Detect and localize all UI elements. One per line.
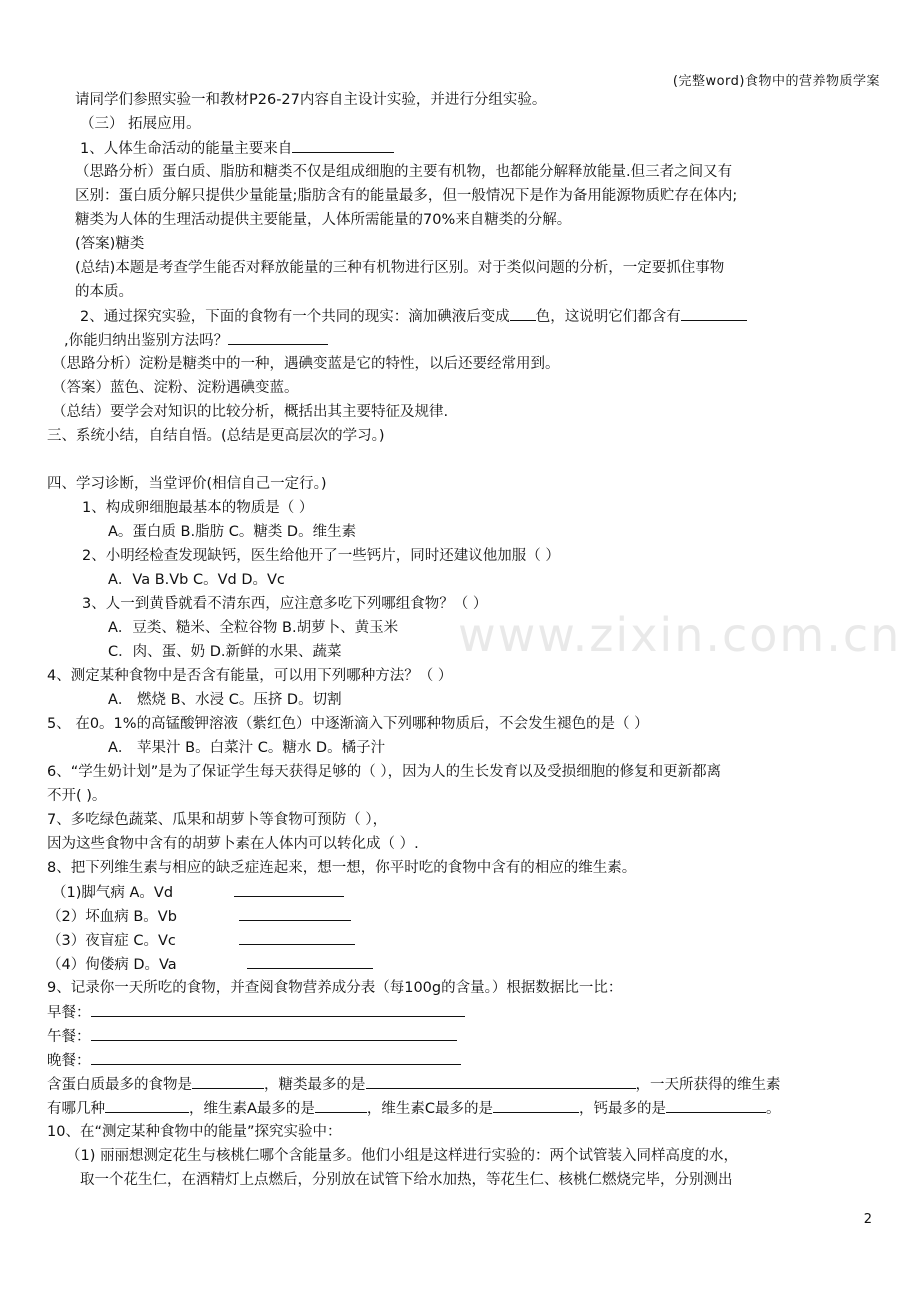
compare-line [47, 1074, 781, 1095]
dinner-label: 晚餐： [47, 1053, 91, 1069]
answer-blank[interactable] [681, 306, 747, 321]
mcq-question: 3、人一到黄昏就看不清东西，应注意多吃下列哪组食物？（ ） [82, 596, 488, 612]
analysis-line: （思路分析）蛋白质、脂肪和糖类不仅是组成细胞的主要有机物，也都能分解释放能量.但三者之间又有 [75, 164, 733, 180]
compare-text-c: ，一天所获得的维生素 [635, 1077, 781, 1093]
matching-item [47, 906, 351, 927]
summary-line: 的本质。 [75, 284, 133, 300]
compare-line [47, 1098, 781, 1119]
page-header: (完整word)食物中的营养物质学案 [672, 74, 880, 89]
section-heading-diagnosis: 四、学习诊断，当堂评价(相信自己一定行。) [47, 476, 327, 492]
summary-line: （总结）要学会对知识的比较分析，概括出其主要特征及规律. [52, 404, 449, 420]
question-2-cont [64, 330, 328, 351]
section-heading-summary: 三、系统小结，自结自悟。(总结是更高层次的学习。) [47, 428, 385, 444]
dinner-line [47, 1050, 461, 1071]
mcq-options: A．Va B.Vb C。Vd D。Vc [108, 572, 285, 588]
matching-blank[interactable] [247, 954, 373, 969]
breakfast-blank[interactable] [91, 1002, 465, 1017]
line-intro: 请同学们参照实验一和教材P26-27内容自主设计实验，并进行分组实验。 [75, 92, 547, 108]
mcq-options: A． 燃烧 B、水浸 C。压挤 D。切割 [108, 692, 342, 708]
question-2-text-a: 2、通过探究实验，下面的食物有一个共同的现实：滴加碘液后变成 [80, 309, 510, 325]
question-2 [80, 306, 747, 327]
compare-text-b: ，糖类最多的是 [264, 1077, 366, 1093]
watermark: www.zixin.com.cn [458, 608, 902, 662]
matching-blank[interactable] [239, 906, 351, 921]
mcq-question: 4、测定某种食物中是否含有能量，可以用下列哪种方法？（ ） [47, 668, 453, 684]
matching-blank[interactable] [234, 882, 344, 897]
experiment-question: 10、在“测定某种食物中的能量”探究实验中： [47, 1124, 342, 1140]
question-2-text-b: 色，这说明它们都含有 [535, 309, 681, 325]
experiment-line: 取一个花生仁，在酒精灯上点燃后，分别放在试管下给水加热，等花生仁、核桃仁燃烧完毕，分别测出 [80, 1172, 733, 1188]
matching-item-text: （4）佝偻病 D。Va [47, 957, 177, 973]
dinner-blank[interactable] [91, 1050, 461, 1065]
compare-text-h: 。 [766, 1101, 781, 1117]
matching-item [47, 954, 373, 975]
summary-line: (总结)本题是考查学生能否对释放能量的三种有机物进行区别。对于类似问题的分析，一定要抓住事物 [75, 260, 725, 276]
record-question: 9、记录你一天所吃的食物，并查阅食物营养成分表（每100g的含量。）根据数据比一比： [47, 980, 623, 996]
analysis-line: （思路分析）淀粉是糖类中的一种，遇碘变蓝是它的特性，以后还要经常用到。 [52, 356, 560, 372]
answer-blank[interactable] [105, 1098, 189, 1113]
lunch-line [47, 1026, 457, 1047]
lunch-label: 午餐： [47, 1029, 91, 1045]
answer-blank[interactable] [366, 1074, 636, 1089]
question-1 [80, 138, 394, 159]
answer-blank[interactable] [493, 1098, 579, 1113]
answer-blank[interactable] [510, 306, 536, 321]
matching-item-text: （1)脚气病 A。Vd [52, 885, 174, 901]
matching-blank[interactable] [239, 930, 355, 945]
answer-blank[interactable] [228, 330, 328, 345]
compare-text-f: ，维生素C最多的是 [366, 1101, 494, 1117]
page-number: 2 [863, 1212, 872, 1227]
section-heading-expand: （三） 拓展应用。 [80, 116, 201, 132]
mcq-question: 5、 在0。1%的高锰酸钾溶液（紫红色）中逐渐滴入下列哪种物质后，不会发生褪色的是（ ） [47, 716, 649, 732]
fill-question: 7、多吃绿色蔬菜、瓜果和胡萝卜等食物可预防（ ）， [47, 812, 388, 828]
fill-question: 因为这些食物中含有的胡萝卜素在人体内可以转化成（ ）. [47, 836, 419, 852]
matching-question: 8、把下列维生素与相应的缺乏症连起来，想一想，你平时吃的食物中含有的相应的维生素。 [47, 860, 637, 876]
answer-blank[interactable] [666, 1098, 766, 1113]
mcq-options: C．肉、蛋、奶 D.新鲜的水果、蔬菜 [108, 644, 342, 660]
answer-line: （答案）蓝色、淀粉、淀粉遇碘变蓝。 [52, 380, 299, 396]
mcq-options: A． 苹果汁 B。白菜汁 C。糖水 D。橘子汁 [108, 740, 386, 756]
matching-item-text: （2）坏血病 B。Vb [47, 909, 177, 925]
breakfast-line [47, 1002, 465, 1023]
answer-blank[interactable] [315, 1098, 367, 1113]
compare-text-d: 有哪几种 [47, 1101, 105, 1117]
fill-question: 不开( )。 [47, 788, 107, 804]
mcq-question: 1、构成卵细胞最基本的物质是（ ） [82, 500, 314, 516]
compare-text-g: ，钙最多的是 [579, 1101, 667, 1117]
lunch-blank[interactable] [91, 1026, 457, 1041]
mcq-options: A．豆类、糙米、全粒谷物 B.胡萝卜、黄玉米 [108, 620, 399, 636]
compare-text-e: ，维生素A最多的是 [189, 1101, 315, 1117]
answer-blank[interactable] [292, 138, 394, 153]
question-2-text-c: ,你能归纳出鉴别方法吗？ [64, 333, 229, 349]
answer-blank[interactable] [192, 1074, 264, 1089]
matching-item [52, 882, 344, 903]
matching-item [47, 930, 355, 951]
breakfast-label: 早餐： [47, 1005, 91, 1021]
answer-line: (答案)糖类 [75, 236, 145, 252]
fill-question: 6、“学生奶计划”是为了保证学生每天获得足够的（ ），因为人的生长发育以及受损细胞的修复和更新都离 [47, 764, 722, 780]
question-1-text: 1、人体生命活动的能量主要来自 [80, 141, 293, 157]
mcq-options: A。蛋白质 B.脂肪 C。糖类 D。维生素 [108, 524, 357, 540]
analysis-line: 区别：蛋白质分解只提供少量能量;脂肪含有的能量最多，但一般情况下是作为备用能源物质贮存在体内; [75, 188, 738, 204]
mcq-question: 2、小明经检查发现缺钙，医生给他开了一些钙片，同时还建议他加服（ ） [82, 548, 560, 564]
experiment-line: （1) 丽丽想测定花生与核桃仁哪个含能量多。他们小组是这样进行实验的：两个试管装入同样高度的水， [66, 1148, 738, 1164]
analysis-line: 糖类为人体的生理活动提供主要能量，人体所需能量的70%来自糖类的分解。 [75, 212, 572, 228]
matching-item-text: （3）夜盲症 C。Vc [47, 933, 176, 949]
compare-text-a: 含蛋白质最多的食物是 [47, 1077, 192, 1093]
